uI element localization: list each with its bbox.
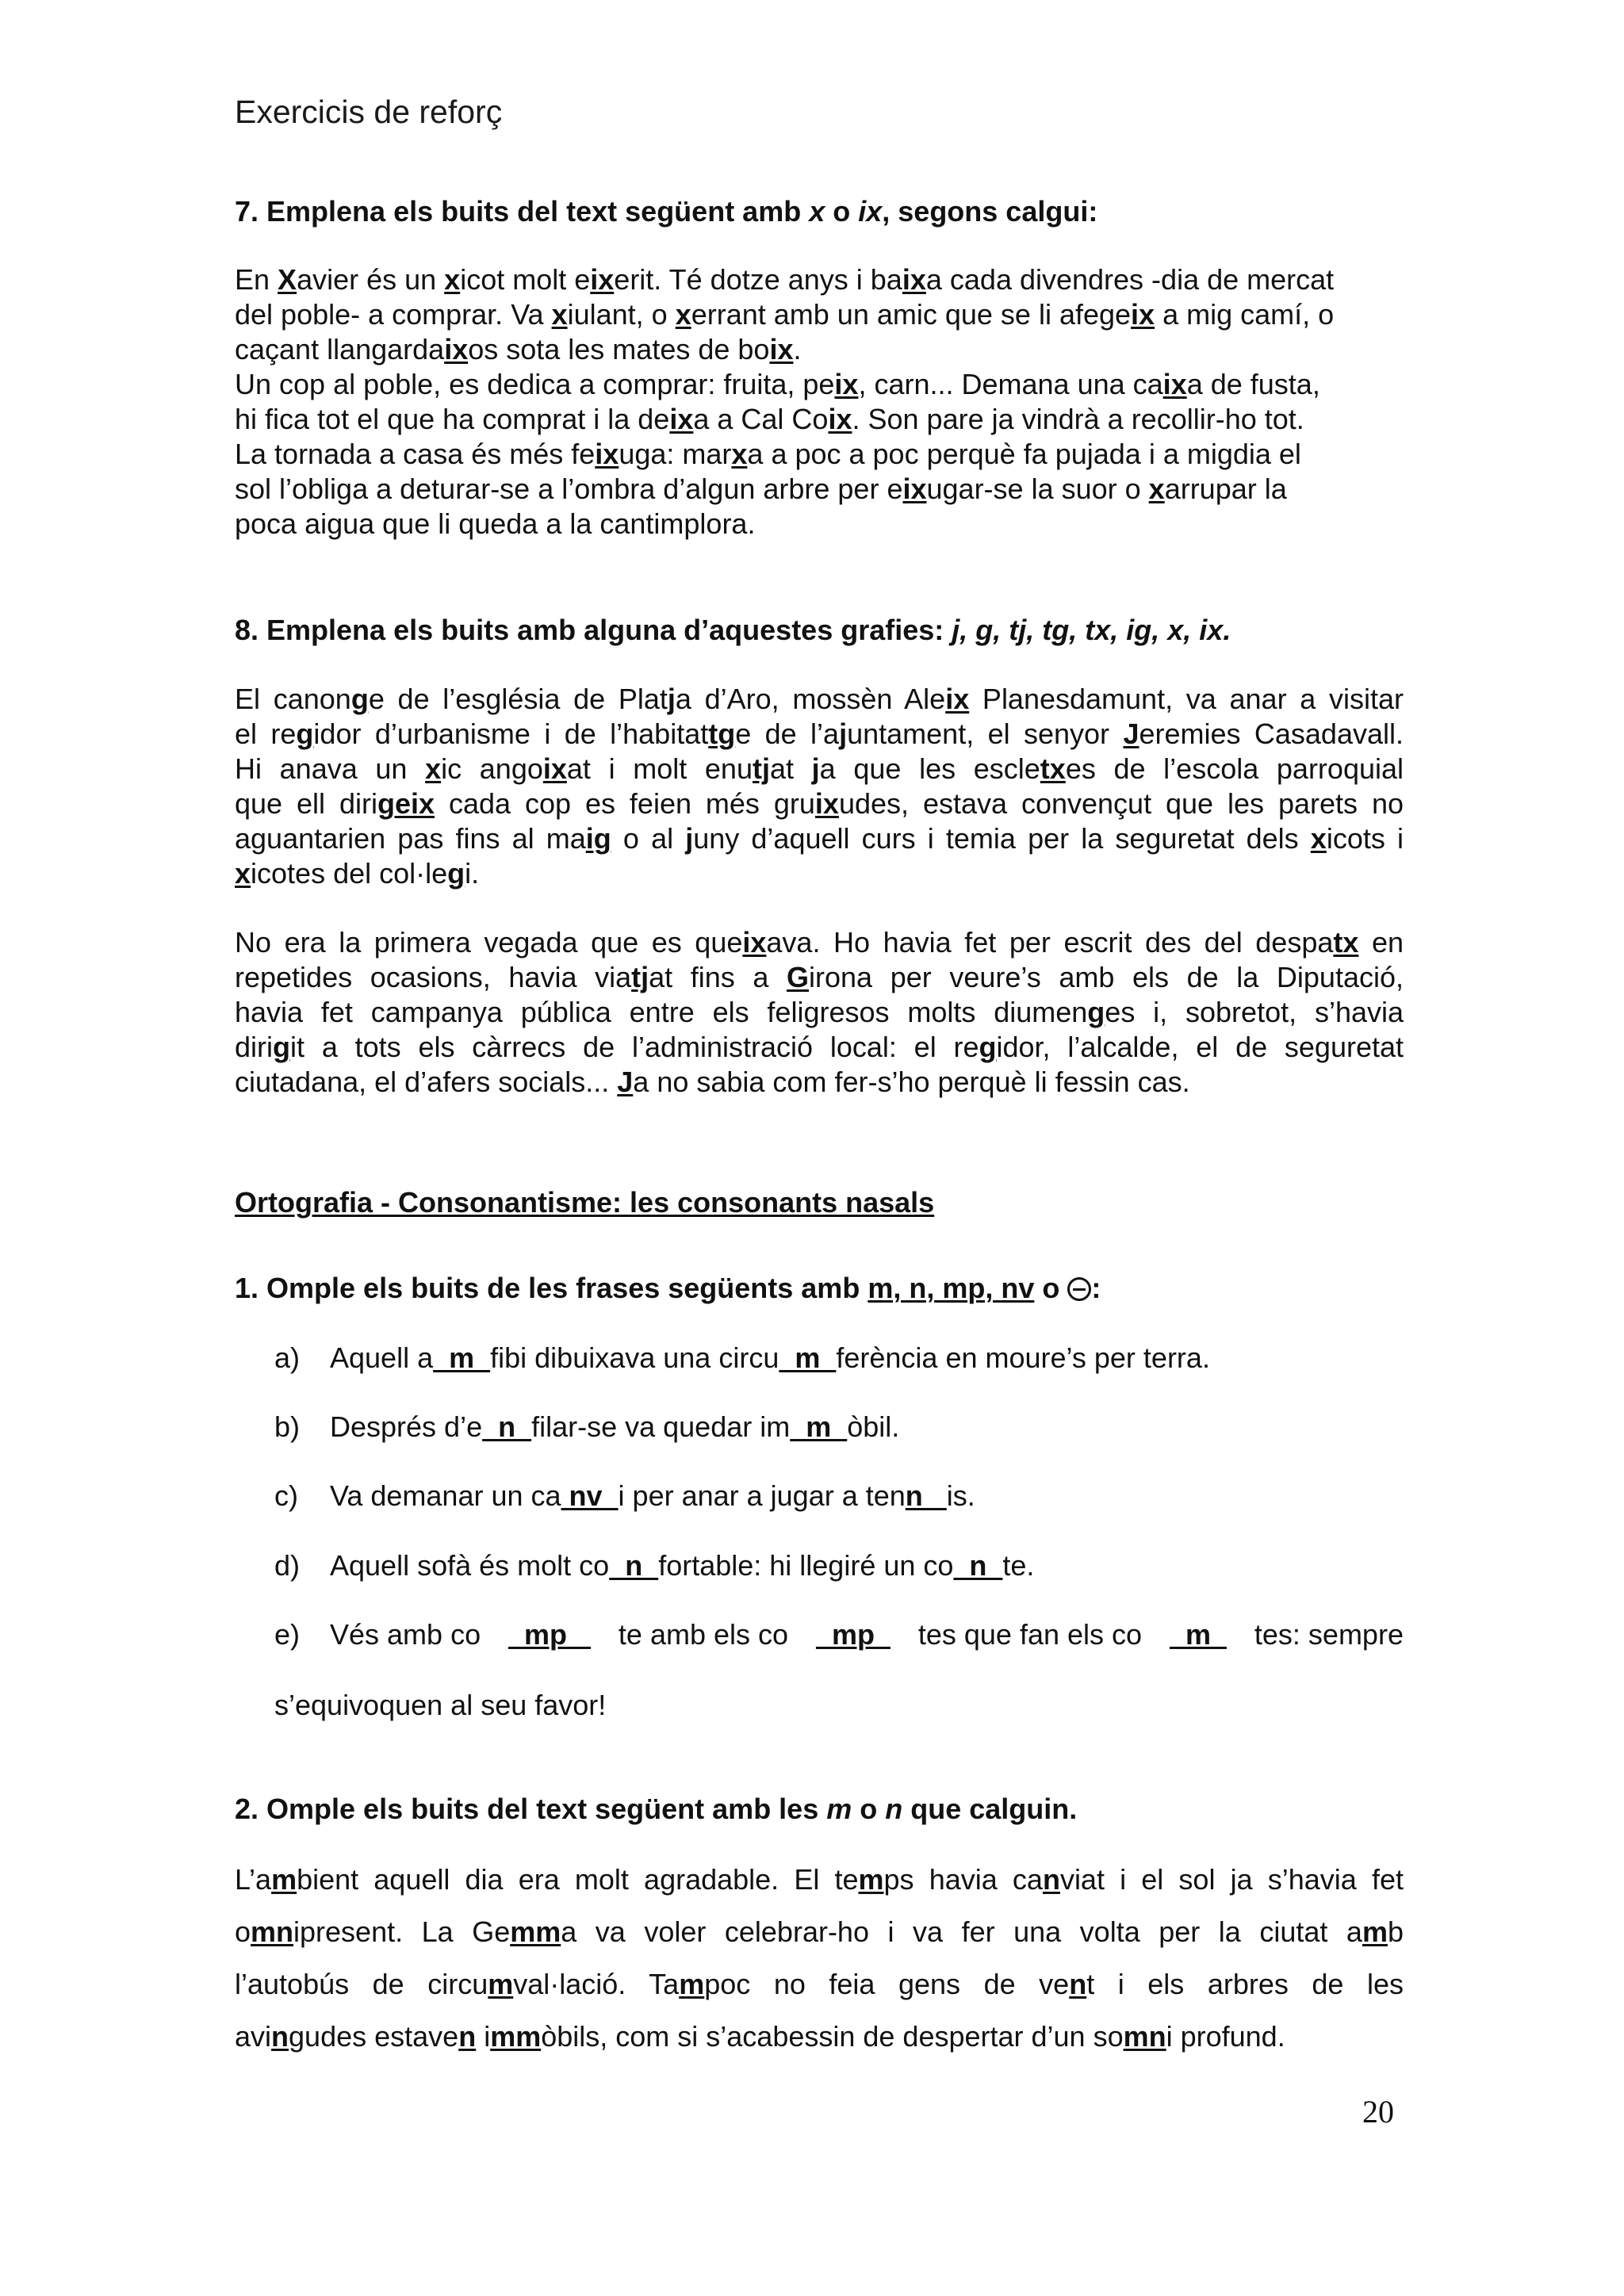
text-line [235,960,1404,995]
text-run: En [235,263,278,296]
text-run: te amb els co [618,1618,789,1651]
answer-blank: n [953,1549,1003,1582]
text-run: eremies Casadavall. [1139,718,1404,750]
text-run: 7. Emplena els buits del text següent amb [235,195,810,228]
text-run: e de l’església de Plat [368,683,668,715]
text-run: es i, sobretot, s’havia [1105,996,1404,1028]
text-run: ps havia ca [883,1863,1043,1896]
text-run: fibi dibuixava una circu [490,1341,779,1374]
answer-fill: m [858,1863,884,1896]
answer-fill: j [667,683,676,715]
answer-fill: ix [542,752,567,785]
text-run: en [1358,926,1404,959]
section-title: Ortografia - Consonantisme: les consonants nasals [235,1186,935,1219]
answer-fill: n [458,2020,477,2053]
text-line [235,402,1404,437]
answer-fill: m [1362,1915,1388,1948]
exercise-1-item [274,1410,899,1445]
text-run: at i molt enu [566,752,753,785]
text-run: hi fica tot el que ha comprat i la de [235,403,670,435]
answer-fill: ix [1162,368,1187,400]
text-line [235,2011,1404,2063]
text-run: arrupar la [1164,473,1287,505]
answer-fill: mm [490,2020,542,2053]
text-run: iulant, o [567,298,676,331]
text-line [235,1854,1404,1906]
text-run: fortable: hi llegiré un co [658,1549,954,1582]
text-run: , carn... Demana una ca [858,368,1163,400]
answer-fill: ix [595,438,619,470]
answer-blank: mp [508,1618,592,1651]
answer-fill: ge [377,787,411,820]
text-run: o [235,1915,251,1948]
text-run: tes que fan els co [917,1618,1143,1651]
answer-fill: m [679,1968,705,2000]
text-line [235,332,1404,367]
text-run: icotes del col·le [251,857,448,890]
text-run: Va demanar un ca [330,1479,561,1512]
answer-blank: n [905,1479,947,1512]
text-run: es de l’escola parroquial [1065,752,1404,785]
answer-fill: x [444,263,461,296]
text-run: Després d’e [330,1410,483,1443]
italic-text: n [885,1793,903,1825]
text-run: i [476,2020,491,2053]
text-run: El canon [235,683,351,715]
exercise-1-item [274,1341,1210,1376]
text-line [235,1030,1404,1065]
empty-set-icon [1067,1277,1091,1301]
answer-fill: m [271,1863,297,1896]
item-label: e) [274,1618,301,1651]
answer-fill: X [278,263,297,296]
exercise-1-item [274,1548,1034,1583]
text-run: o [852,1793,886,1825]
text-run: val·lació. Ta [513,1968,680,2000]
text-run: ferència en moure’s per terra. [836,1341,1210,1374]
text-run: Vés amb co [330,1618,481,1651]
answer-fill: x [731,438,748,470]
answer-fill: J [617,1066,634,1098]
text-run: , segons calgui: [882,195,1098,228]
answer-fill: x [1310,822,1327,855]
item-label: c) [274,1479,298,1512]
text-run: l’autobús de circu [235,1968,488,2000]
text-run: ciutadana, el d’afers socials... [235,1066,618,1098]
text-run: 8. Emplena els buits amb alguna d’aquestes grafies: [235,614,952,646]
answer-fill: tg [708,718,736,750]
text-run: poca aigua que li queda a la cantimplora. [235,507,756,540]
italic-text: ix [858,195,883,228]
text-run: o [825,195,859,228]
answer-fill: x [425,752,442,785]
answer-blank: m [779,1341,837,1374]
text-run: o al [611,822,686,855]
answer-fill: ix [814,787,839,820]
text-line [235,1065,1404,1100]
text-run: a d’Aro, mossèn Ale [675,683,946,715]
answer-blank: m [790,1410,848,1443]
text-line [235,262,1404,297]
text-run: ipresent. La Ge [293,1915,511,1948]
text-run: que ell diri [235,787,377,820]
answer-fill: ix [742,926,767,959]
text-line [235,1958,1404,2011]
text-run: La tornada a casa és més fe [235,438,596,470]
answer-fill: ix [902,263,926,296]
text-run: it a tots els càrrecs de l’administració local: el re [290,1031,979,1063]
page-number: 20 [1362,2094,1394,2130]
text-line [235,856,1404,891]
text-run: No era la primera vegada que es que [235,926,743,959]
exercise-8-paragraph-2 [235,925,1404,1100]
exercise-7-text [235,262,1404,541]
answer-fill: g [350,683,369,715]
answer-fill: ix [769,333,794,365]
answer-fill: ix [834,368,859,400]
text-run: . Son pare ja vindrà a recollir-ho tot. [852,403,1304,435]
answer-fill: x [1148,473,1165,505]
exercise-7-title [235,194,1404,229]
text-run: e de l’a [735,718,840,750]
text-run: Planesdamunt, va anar a visitar [969,683,1404,715]
text-run: is. [946,1479,975,1512]
text-run: caçant llangarda [235,333,445,365]
text-run: . [793,333,802,365]
text-run: avier és un [297,263,445,296]
answer-fill: x [235,857,251,890]
answer-fill: j [811,752,820,785]
answer-fill: ix [590,263,615,296]
text-line [235,925,1404,960]
answer-fill: g [979,1031,997,1063]
text-line [235,367,1404,402]
text-run: udes, estava convençut que les parets no [838,787,1404,820]
answer-fill: m [488,1968,514,2000]
text-line [235,752,1404,786]
text-run: i. [465,857,480,890]
text-run: havia fet campanya pública entre els feligresos molts diumen [235,996,1088,1028]
text-run: a a poc a poc perquè fa pujada i a migdia el [747,438,1301,470]
answer-fill: ix [411,787,435,820]
text-line [235,995,1404,1030]
text-run: sol l’obliga a deturar-se a l’ombra d’algun arbre per e [235,473,903,505]
text-run: Un cop al poble, es dedica a comprar: fruita, pe [235,368,835,400]
text-run: òbils, com si s’acabessin de despertar d’un so [541,2020,1124,2053]
item-label: d) [274,1549,301,1582]
text-run: gudes estave [289,2020,459,2053]
text-run: del poble- a comprar. Va [235,298,552,331]
text-run: i profund. [1166,2020,1285,2053]
text-run: ic ango [441,752,543,785]
text-run: viat i el sol ja s’havia fet [1059,1863,1404,1896]
answer-fill: ix [444,333,469,365]
answer-fill: ix [828,403,852,435]
exercise-8-paragraph-1 [235,682,1404,891]
answer-fill: mn [251,1915,294,1948]
text-run: filar-se va quedar im [531,1410,791,1443]
text-run: avi [235,2020,272,2053]
text-line [235,682,1404,717]
answer-fill: j [685,822,694,855]
text-run: que calguin. [902,1793,1078,1825]
text-run: a de fusta, [1186,368,1320,400]
text-run: at fins a [649,961,787,993]
answer-blank: m [433,1341,491,1374]
text-run: uga: mar [619,438,732,470]
text-run: a mig camí, o [1155,298,1335,331]
text-run: bient aquell dia era molt agradable. El te [297,1863,859,1896]
text-run: L’a [235,1863,272,1896]
text-run: os sota les mates de bo [468,333,770,365]
text-line [235,437,1404,472]
text-run: uny d’aquell curs i temia per la seguretat dels [693,822,1311,855]
answer-blank: n [482,1410,532,1443]
text-run: idor d’urbanisme i de l’habitat [313,718,709,750]
exercise-8-title [235,613,1404,648]
text-run: 2. Omple els buits del text següent amb les [235,1793,827,1825]
answer-fill: g [296,718,314,750]
text-line [235,507,1404,541]
italic-text: m [826,1793,852,1825]
text-run: at [769,752,812,785]
text-run: ugar-se la suor o [926,473,1149,505]
answer-fill: mm [510,1915,561,1948]
answer-blank: nv [561,1479,619,1512]
text-line [235,297,1404,332]
text-run: i per anar a jugar a ten [618,1479,906,1512]
text-run: diri [235,1031,274,1063]
answer-blank: m [1169,1618,1227,1651]
answer-fill: j [839,718,848,750]
text-line [235,786,1404,821]
italic-text: j, g, tj, tg, tx, ig, x, ix. [952,614,1231,646]
exercise-2-text [235,1854,1404,2063]
text-run: b [1387,1915,1404,1948]
answer-fill: ix [1131,298,1155,331]
answer-fill: ig [585,822,611,855]
italic-text: x [809,195,825,228]
text-run: cada cop es feien més gru [435,787,815,820]
text-run: a a Cal Co [693,403,829,435]
text-line [235,717,1404,752]
text-line [235,1906,1404,1958]
answer-fill: tx [1040,752,1066,785]
text-run: te. [1002,1549,1035,1582]
text-run: icot molt e [460,263,591,296]
answer-blank: n [609,1549,659,1582]
answer-fill: x [675,298,691,331]
answer-fill: n [1069,1968,1087,2000]
answer-fill: mn [1123,2020,1166,2053]
text-run: repetides ocasions, havia via [235,961,632,993]
text-run: a cada divendres -dia de mercat [925,263,1335,296]
text-run: idor, l’alcalde, el de seguretat [996,1031,1404,1063]
exercise-1-item [274,1479,975,1513]
answer-fill: n [1042,1863,1060,1896]
answer-fill: G [787,961,810,993]
text-run: Hi anava un [235,752,426,785]
text-run: Aquell a [330,1341,434,1374]
answer-fill: g [273,1031,291,1063]
exercise-1-title: 1. Omple els buits de les frases següents amb m, n, mp, nv o : [235,1272,1101,1304]
text-run: òbil. [847,1410,900,1443]
item-label: a) [274,1341,301,1374]
text-run: poc no feia gens de ve [704,1968,1070,2000]
text-line [235,472,1404,507]
text-run: aguantarien pas fins al ma [235,822,586,855]
answer-fill: J [1123,718,1139,750]
text-run: a no sabia com fer-s’ho perquè li fessin cas. [633,1066,1190,1098]
answer-fill: ix [669,403,694,435]
text-run: untament, el senyor [847,718,1124,750]
text-run: tes: sempre [1254,1618,1404,1651]
text-run: el re [235,718,297,750]
text-run: ava. Ho havia fet per escrit des del despa [766,926,1334,959]
text-line [235,821,1404,856]
item-label: b) [274,1410,301,1443]
exercise-2-title [235,1792,1404,1827]
answer-fill: tx [1333,926,1359,959]
answer-fill: n [271,2020,289,2053]
exercise-1-item-continuation: s’equivoquen al seu favor! [274,1689,607,1721]
answer-fill: ix [902,473,927,505]
answer-fill: x [551,298,568,331]
text-run: irona per veure’s amb els de la Diputació, [809,961,1404,993]
text-run: t i els arbres de les [1086,1968,1404,2000]
page-header: Exercicis de reforç [235,94,503,130]
answer-fill: g [447,857,465,890]
text-run: erit. Té dotze anys i ba [614,263,902,296]
answer-blank: mp [815,1618,891,1651]
text-run: Aquell sofà és molt co [330,1549,610,1582]
answer-fill: g [1087,996,1105,1028]
answer-fill: ix [945,683,970,715]
answer-fill: tj [752,752,770,785]
text-run: a va voler celebrar-ho i va fer una volta per la ciutat a [561,1915,1362,1948]
text-run: icots i [1326,822,1404,855]
exercise-1-item [274,1617,1404,1652]
text-run: errant amb un amic que se li afege [691,298,1132,331]
answer-fill: tj [631,961,649,993]
text-run: a que les escle [819,752,1040,785]
